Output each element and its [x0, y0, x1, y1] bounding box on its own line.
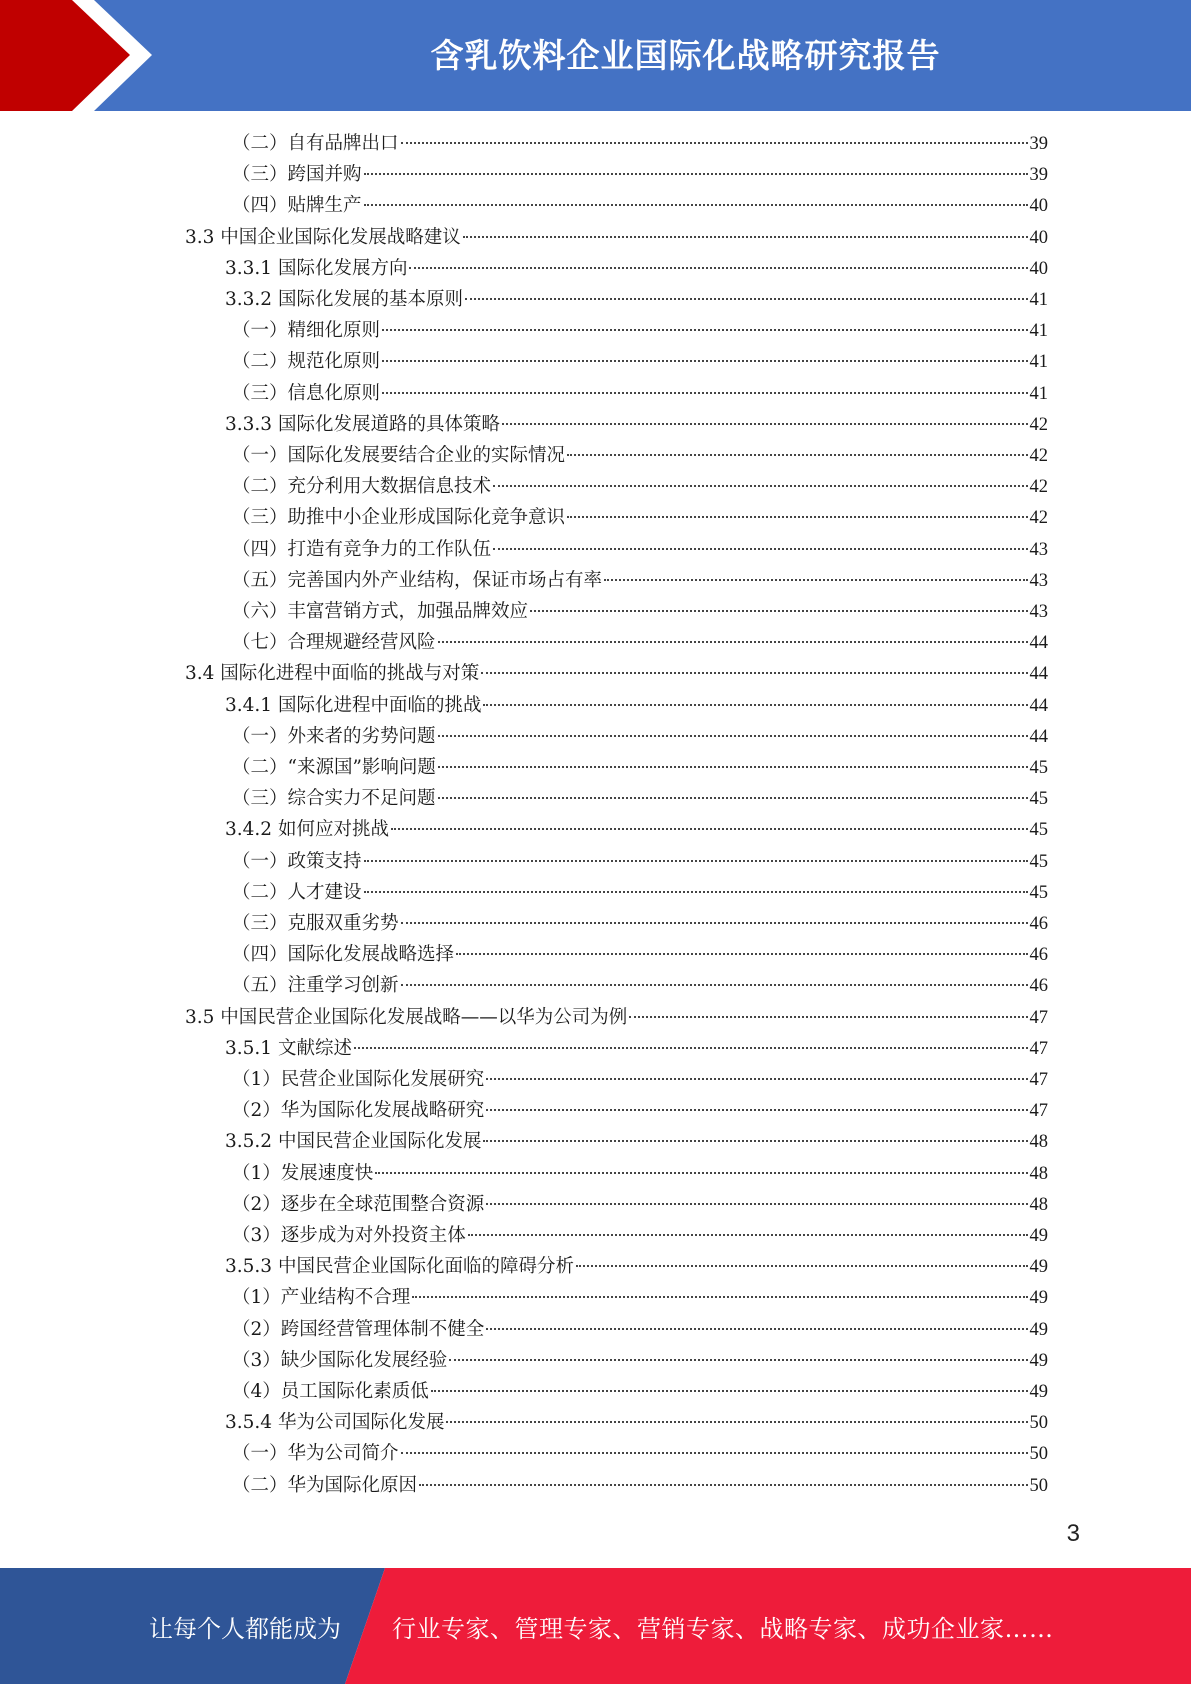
toc-dot-leader — [438, 640, 1028, 643]
toc-entry-page: 42 — [1029, 446, 1048, 466]
toc-entry-page: 42 — [1029, 477, 1048, 498]
toc-entry[interactable] — [225, 690, 1048, 721]
toc-dot-leader — [401, 983, 1028, 986]
toc-entry[interactable] — [225, 409, 1048, 440]
toc-entry-label: （1）产业结构不合理 — [232, 1287, 411, 1309]
toc-entry-page: 39 — [1029, 134, 1048, 154]
toc-dot-leader — [483, 703, 1027, 706]
toc-dot-leader — [419, 1483, 1027, 1486]
toc-dot-leader — [382, 391, 1027, 394]
toc-entry[interactable] — [232, 1282, 1048, 1313]
toc-entry-page: 49 — [1029, 1319, 1048, 1340]
page-number: 3 — [1066, 1520, 1080, 1547]
toc-entry-page: 45 — [1029, 882, 1048, 903]
toc-entry-label: （三）综合实力不足问题 — [232, 788, 436, 810]
toc-entry[interactable] — [185, 222, 1048, 253]
toc-dot-leader — [468, 1233, 1028, 1236]
toc-entry-label: 3.3 中国企业国际化发展战略建议 — [185, 226, 461, 248]
toc-entry[interactable] — [232, 877, 1048, 908]
toc-dot-leader — [401, 921, 1028, 924]
toc-entry-label: 3.4.2 如何应对挑战 — [225, 819, 389, 841]
toc-dot-leader — [483, 1139, 1027, 1142]
toc-entry[interactable] — [232, 939, 1048, 970]
toc-dot-leader — [364, 890, 1028, 893]
toc-entry-label: （二）规范化原则 — [232, 351, 381, 373]
toc-dot-leader — [502, 422, 1028, 425]
toc-entry-label: （四）贴牌生产 — [232, 195, 362, 217]
toc-entry-page: 39 — [1029, 165, 1048, 186]
toc-dot-leader — [576, 1264, 1028, 1267]
toc-entry-label: （一）精细化原则 — [232, 320, 381, 342]
toc-entry[interactable] — [232, 378, 1048, 409]
toc-entry-page: 50 — [1029, 1444, 1048, 1465]
toc-entry-page: 44 — [1029, 664, 1048, 685]
toc-entry[interactable] — [232, 627, 1048, 658]
toc-entry[interactable] — [232, 440, 1048, 471]
toc-entry[interactable] — [232, 721, 1048, 752]
toc-dot-leader — [364, 172, 1028, 175]
toc-entry[interactable] — [232, 752, 1048, 783]
toc-dot-leader — [486, 1327, 1027, 1330]
toc-entry-label: （二）充分利用大数据信息技术 — [232, 476, 492, 498]
toc-dot-leader — [486, 1202, 1027, 1205]
toc-entry-page: 41 — [1029, 321, 1048, 342]
toc-entry-page: 43 — [1029, 570, 1048, 591]
toc-dot-leader — [486, 1108, 1027, 1111]
toc-entry-label: （三）助推中小企业形成国际化竞争意识 — [232, 507, 566, 529]
toc-entry-label: （三）跨国并购 — [232, 164, 362, 186]
toc-entry-page: 45 — [1029, 820, 1048, 841]
toc-entry-page: 42 — [1029, 414, 1048, 435]
toc-entry-label: （3）缺少国际化发展经验 — [232, 1349, 448, 1371]
toc-entry[interactable] — [232, 846, 1048, 877]
toc-entry[interactable] — [225, 1251, 1048, 1282]
toc-entry-page: 49 — [1029, 1382, 1048, 1402]
toc-entry-label: （三）信息化原则 — [232, 382, 381, 404]
toc-entry[interactable] — [232, 596, 1048, 627]
toc-entry-label: 3.3.3 国际化发展道路的具体策略 — [225, 413, 500, 435]
toc-dot-leader — [364, 859, 1028, 862]
toc-dot-leader — [438, 796, 1028, 799]
toc-entry-label: （4）员工国际化素质低 — [232, 1381, 429, 1402]
toc-entry[interactable] — [232, 1314, 1048, 1345]
toc-dot-leader — [567, 453, 1027, 456]
toc-dot-leader — [382, 328, 1027, 331]
toc-dot-leader — [364, 203, 1028, 206]
toc-entry-page: 40 — [1029, 258, 1048, 279]
toc-entry-label: （五）完善国内外产业结构，保证市场占有率 — [232, 569, 603, 591]
toc-dot-leader — [567, 515, 1027, 518]
toc-entry[interactable] — [232, 1376, 1048, 1407]
toc-entry-label: （2）华为国际化发展战略研究 — [232, 1100, 485, 1122]
toc-entry-page: 40 — [1029, 227, 1048, 248]
toc-entry-page: 43 — [1029, 602, 1048, 622]
toc-entry[interactable] — [225, 284, 1048, 315]
toc-entry[interactable] — [232, 502, 1048, 533]
toc-entry-label: 3.5 中国民营企业国际化发展战略——以华为公司为例 — [185, 1006, 628, 1028]
report-title: 含乳饮料企业国际化战略研究报告 — [430, 35, 941, 75]
toc-entry-label: 3.3.2 国际化发展的基本原则 — [225, 289, 463, 310]
toc-entry[interactable] — [232, 1064, 1048, 1095]
toc-entry[interactable] — [232, 1158, 1048, 1189]
toc-entry[interactable] — [232, 1470, 1048, 1501]
toc-dot-leader — [456, 952, 1027, 955]
toc-entry-label: （一）外来者的劣势问题 — [232, 725, 436, 747]
toc-entry-label: （二）人才建设 — [232, 881, 362, 903]
toc-dot-leader — [412, 1295, 1027, 1298]
footer-slogan-right: 行业专家、管理专家、营销专家、战略专家、成功企业家…… — [392, 1614, 1054, 1643]
toc-dot-leader — [438, 765, 1028, 768]
toc-entry[interactable] — [232, 1438, 1048, 1469]
toc-entry[interactable] — [225, 253, 1048, 284]
toc-entry-page: 47 — [1029, 1007, 1048, 1028]
toc-entry-page: 45 — [1029, 758, 1048, 778]
toc-dot-leader — [431, 1389, 1028, 1392]
toc-entry-page: 50 — [1029, 1475, 1048, 1496]
toc-entry-label: （四）国际化发展战略选择 — [232, 944, 455, 966]
toc-dot-leader — [465, 297, 1028, 300]
toc-entry-page: 46 — [1029, 976, 1048, 997]
toc-entry-page: 49 — [1029, 1226, 1048, 1246]
toc-dot-leader — [446, 1420, 1027, 1423]
toc-entry-page: 50 — [1029, 1413, 1048, 1434]
toc-entry[interactable] — [225, 1033, 1048, 1064]
toc-entry-page: 40 — [1029, 196, 1048, 217]
toc-dot-leader — [401, 1451, 1028, 1454]
toc-entry-page: 47 — [1029, 1101, 1048, 1122]
toc-entry[interactable] — [232, 471, 1048, 502]
page-footer — [0, 1568, 1191, 1684]
toc-entry[interactable] — [232, 783, 1048, 814]
toc-dot-leader — [438, 734, 1028, 737]
toc-entry-page: 47 — [1029, 1070, 1048, 1090]
toc-entry-label: （一）政策支持 — [232, 850, 362, 872]
toc-entry[interactable] — [232, 534, 1048, 565]
toc-dot-leader — [530, 609, 1027, 612]
toc-entry-page: 49 — [1029, 1288, 1048, 1309]
toc-dot-leader — [486, 1077, 1027, 1080]
toc-entry-label: （三）克服双重劣势 — [232, 913, 399, 934]
toc-dot-leader — [604, 578, 1027, 581]
toc-entry-label: 3.4.1 国际化进程中面临的挑战 — [225, 694, 482, 716]
toc-entry-label: （七）合理规避经营风险 — [232, 632, 436, 654]
toc-entry-label: （2）逐步在全球范围整合资源 — [232, 1193, 485, 1215]
toc-entry[interactable] — [185, 1002, 1048, 1033]
toc-entry[interactable] — [185, 658, 1048, 689]
toc-entry-label: （1）民营企业国际化发展研究 — [232, 1069, 485, 1090]
toc-entry-label: 3.3.1 国际化发展方向 — [225, 257, 408, 279]
toc-entry-label: （1）发展速度快 — [232, 1162, 374, 1184]
toc-entry-page: 45 — [1029, 789, 1048, 810]
toc-entry-page: 47 — [1029, 1038, 1048, 1059]
page-header — [0, 0, 1191, 111]
toc-entry[interactable] — [225, 1126, 1048, 1157]
toc-entry-page: 44 — [1029, 726, 1048, 747]
toc-entry-label: 3.5.2 中国民营企业国际化发展 — [225, 1131, 482, 1153]
toc-entry-label: （五）注重学习创新 — [232, 975, 399, 997]
toc-entry-label: （3）逐步成为对外投资主体 — [232, 1225, 466, 1246]
toc-entry-label: 3.5.3 中国民营企业国际化面临的障碍分析 — [225, 1256, 574, 1278]
toc-dot-leader — [375, 1171, 1027, 1174]
toc-entry-label: （二）自有品牌出口 — [232, 133, 399, 154]
toc-dot-leader — [409, 266, 1027, 269]
toc-entry[interactable] — [232, 970, 1048, 1001]
toc-dot-leader — [401, 141, 1028, 144]
toc-dot-leader — [493, 484, 1027, 487]
toc-dot-leader — [449, 1358, 1027, 1361]
toc-dot-leader — [391, 827, 1028, 830]
toc-entry-page: 41 — [1029, 383, 1048, 404]
toc-entry[interactable] — [232, 159, 1048, 190]
toc-entry-page: 41 — [1029, 290, 1048, 310]
toc-entry[interactable] — [232, 346, 1048, 377]
toc-entry[interactable] — [225, 814, 1048, 845]
toc-entry[interactable] — [232, 1189, 1048, 1220]
toc-dot-leader — [354, 1046, 1028, 1049]
toc-entry-page: 45 — [1029, 851, 1048, 872]
toc-dot-leader — [493, 547, 1027, 550]
toc-entry-label: （二）“来源国”影响问题 — [232, 757, 436, 778]
toc-entry-label: （2）跨国经营管理体制不健全 — [232, 1318, 485, 1340]
toc-entry-page: 49 — [1029, 1350, 1048, 1371]
toc-entry-label: （一）国际化发展要结合企业的实际情况 — [232, 445, 566, 466]
toc-entry-page: 44 — [1029, 633, 1048, 654]
toc-entry-label: 3.5.1 文献综述 — [225, 1037, 352, 1059]
toc-entry-label: （四）打造有竞争力的工作队伍 — [232, 538, 492, 560]
toc-entry-page: 44 — [1029, 695, 1048, 716]
toc-entry[interactable] — [232, 1095, 1048, 1126]
toc-entry-page: 42 — [1029, 508, 1048, 529]
toc-entry[interactable] — [232, 1345, 1048, 1376]
toc-entry[interactable] — [232, 1220, 1048, 1251]
toc-entry[interactable] — [232, 190, 1048, 221]
toc-entry[interactable] — [232, 128, 1048, 159]
toc-dot-leader — [629, 1015, 1027, 1018]
toc-entry-page: 46 — [1029, 914, 1048, 934]
toc-entry-label: 3.5.4 华为公司国际化发展 — [225, 1412, 445, 1434]
toc-entry[interactable] — [232, 315, 1048, 346]
footer-slogan-left: 让每个人都能成为 — [149, 1614, 341, 1643]
toc-entry-label: （一）华为公司简介 — [232, 1443, 399, 1465]
toc-entry-label: （六）丰富营销方式，加强品牌效应 — [232, 601, 529, 622]
toc-entry-page: 48 — [1029, 1163, 1048, 1184]
toc-entry[interactable] — [225, 1407, 1048, 1438]
toc-dot-leader — [463, 235, 1028, 238]
toc-entry-label: 3.4 国际化进程中面临的挑战与对策 — [185, 663, 480, 685]
toc-entry-page: 43 — [1029, 539, 1048, 560]
toc-entry[interactable] — [232, 565, 1048, 596]
toc-entry-page: 48 — [1029, 1194, 1048, 1215]
toc-entry-page: 48 — [1029, 1132, 1048, 1153]
toc-entry-page: 49 — [1029, 1257, 1048, 1278]
toc-entry-label: （二）华为国际化原因 — [232, 1474, 418, 1496]
toc-entry[interactable] — [232, 908, 1048, 939]
toc-entry-page: 41 — [1029, 352, 1048, 373]
toc-dot-leader — [481, 671, 1027, 674]
toc-dot-leader — [382, 359, 1027, 362]
toc-entry-page: 46 — [1029, 945, 1048, 966]
